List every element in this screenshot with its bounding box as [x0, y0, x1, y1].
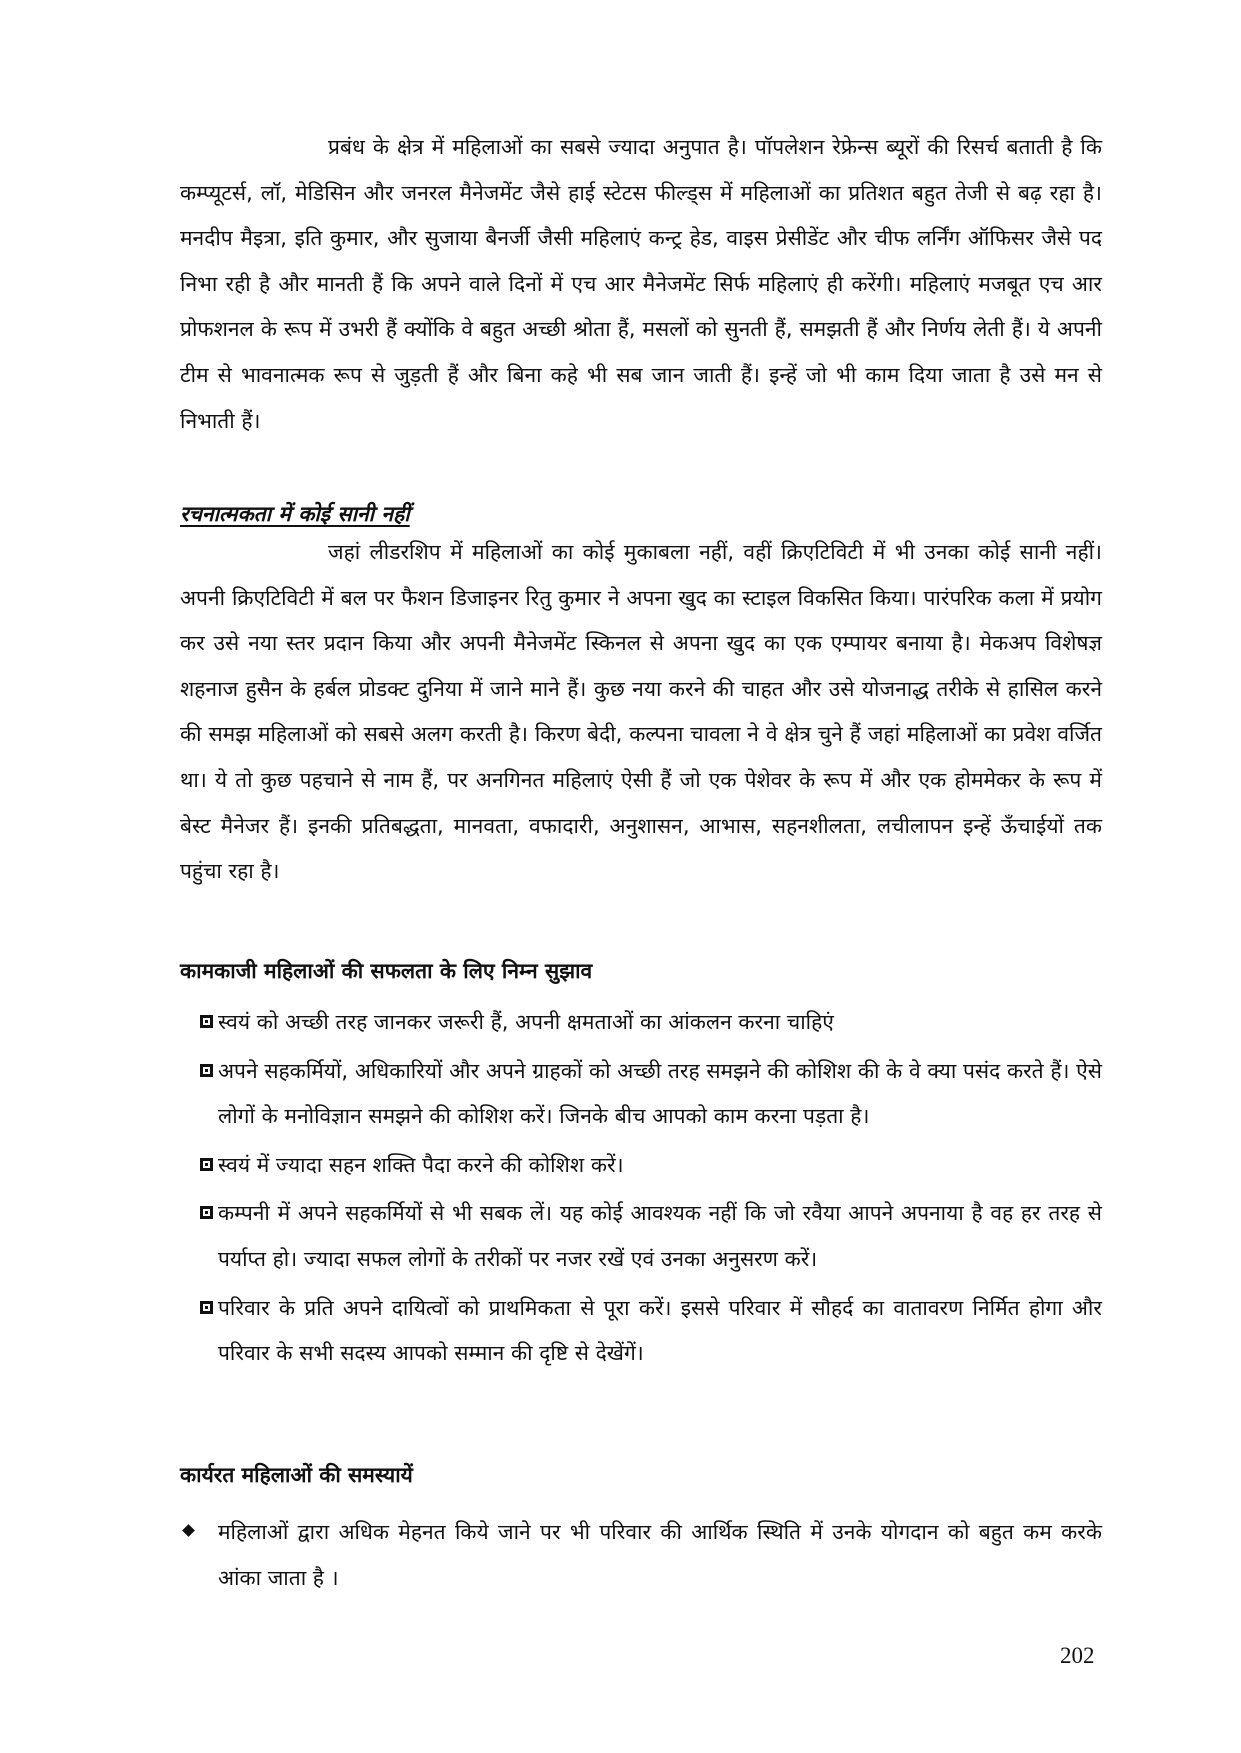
- list-item: [180, 1143, 1102, 1189]
- list-item-text: कम्पनी में अपने सहकर्मियों से भी सबक लें। यह कोई आवश्यक नहीं कि जो रवैया आपने अपनाया है वह हर तरह से पर्याप्त हो। ज्यादा सफल लोगों के तरीकों पर नजर रखें एवं उनका अनुसरण करें।: [218, 1201, 1102, 1271]
- suggestions-list: [180, 1000, 1102, 1380]
- square-bullet-icon: [200, 1206, 213, 1219]
- list-item: [180, 1286, 1102, 1377]
- list-item: [180, 1510, 1102, 1601]
- list-item-text: स्वयं में ज्यादा सहन शक्ति पैदा करने की कोशिश करें।: [218, 1152, 624, 1177]
- list-item-text: महिलाओं द्वारा अधिक मेहनत किये जाने पर भी परिवार की आर्थिक स्थिति में उनके योगदान को बहुत कम करके आंका जाता है ।: [218, 1520, 1102, 1590]
- diamond-bullet-icon: [182, 1524, 195, 1537]
- paragraph-creativity: जहां लीडरशिप में महिलाओं का कोई मुकाबला नहीं, वहीं क्रिएटिविटी में भी उनका कोई सानी नहीं। अपनी क्रिएटिविटी में बल पर फैशन डिजाइनर रितु कुमार ने अपना खुद का स्टाइल विकसित किया। पारंपरिक कला में प्रयोग कर उसे नया स्तर प्रदान किया और अपनी मैनेजमेंट स्किनल से अपना खुद का एक एम्पायर बनाया है। मेकअप विशेषज्ञ शहनाज हुसैन के हर्बल प्रोडक्ट दुनिया में जाने माने हैं। कुछ नया करने की चाहत और उसे योजनाद्ध तरीके से हासिल करने की समझ महिलाओं को सबसे अलग करती है। किरण बेदी, कल्पना चावला ने वे क्षेत्र चुने हैं जहां महिलाओं का प्रवेश वर्जित था। ये तो कुछ पहचाने से नाम हैं, पर अनगिनत महिलाएं ऐसी हैं जो एक पेशेवर के रूप में और एक होममेकर के रूप में बेस्ट मैनेजर हैं। इनकी प्रतिबद्धता, मानवता, वफादारी, अनुशासन, आभास, सहनशीलता, लचीलापन इन्हें ऊँचाईयों तक पहुंचा रहा है।: [180, 540, 1102, 884]
- square-bullet-icon: [200, 1015, 213, 1028]
- list-item: [180, 1049, 1102, 1140]
- list-item-text: स्वयं को अच्छी तरह जानकर जरूरी हैं, अपनी क्षमताओं का आंकलन करना चाहिएं: [218, 1010, 834, 1034]
- square-bullet-icon: [200, 1064, 213, 1077]
- list-item-text: अपने सहकर्मियों, अधिकारियों और अपने ग्राहकों को अच्छी तरह समझने की कोशिश की के वे क्या पसंद करते हैं। ऐसे लोगों के मनोविज्ञान समझने की कोशिश करें। जिनके बीच आपको काम करना पड़ता है।: [218, 1058, 1102, 1129]
- list-item: [180, 1000, 1102, 1046]
- list-item-text: परिवार के प्रति अपने दायित्वों को प्राथमिकता से पूरा करें। इससे परिवार में सौहर्द का वातावरण निर्मित होगा और परिवार के सभी सदस्य आपको सम्मान की दृष्टि से देखेंगें।: [218, 1295, 1102, 1366]
- heading-creativity: रचनात्मकता में कोई सानी नहीं: [180, 502, 410, 526]
- list-item: [180, 1191, 1102, 1282]
- paragraph-management: प्रबंध के क्षेत्र में महिलाओं का सबसे ज्यादा अनुपात है। पॉपलेशन रेफ्रेन्स ब्यूरों की रिसर्च बताती है कि कम्प्यूटर्स, लॉ, मेडिसिन और जनरल मैनेजमेंट जैसे हाई स्टेटस फील्ड्स में महिलाओं का प्रतिशत बहुत तेजी से बढ़ रहा है। मनदीप मैइत्रा, इति कुमार, और सुजाया बैनर्जी जैसी महिलाएं कन्ट्र हेड, वाइस प्रेसीडेंट और चीफ लर्निंग ऑफिसर जैसे पद निभा रही है और मानती हैं कि अपने वाले दिनों में एच आर मैनेजमेंट सिर्फ महिलाएं ही करेंगी। महिलाएं मजबूत एच आर प्रोफशनल के रूप में उभरी हैं क्योंकि वे बहुत अच्छी श्रोता हैं, मसलों को सुनती हैं, समझती हैं और निर्णय लेती हैं। ये अपनी टीम से भावनात्मक रूप से जुड़ती हैं और बिना कहे भी सब जान जाती हैं। इन्हें जो भी काम दिया जाता है उसे मन से निभाती हैं।: [180, 135, 1102, 433]
- square-bullet-icon: [200, 1301, 213, 1314]
- page-number: 202: [1060, 1643, 1095, 1668]
- problems-list: [180, 1510, 1102, 1601]
- square-bullet-icon: [200, 1158, 213, 1171]
- heading-problems: कार्यरत महिलाओं की समस्यायें: [180, 1463, 413, 1487]
- heading-suggestions: कामकाजी महिलाओं की सफलता के लिए निम्न सुझाव: [180, 959, 593, 983]
